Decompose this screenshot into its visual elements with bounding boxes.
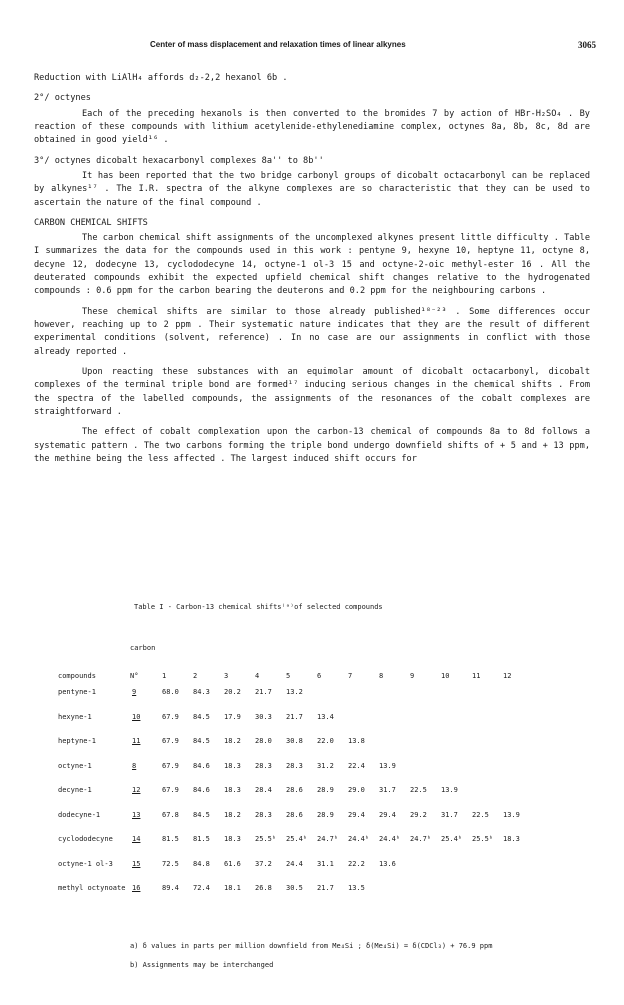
shift-value bbox=[410, 852, 441, 877]
column-header: 11 bbox=[472, 672, 481, 680]
shift-value: 18.3 bbox=[224, 835, 241, 844]
paragraph: The carbon chemical shift assignments of the uncomplexed alkynes present little difficulty . Table I summarizes the data for the compounds used in this work : pentyne 9, hexyne 10, heptyne 11, octyne 8, decyne 12, dodecyne 13, cyclododecyne 14, octyne-1 ol-3 15 and octyne-2-oic methyl-ester 16 . All the deuterated compounds exhibit the expected upfield chemical shift changes relative to the hydrogenated compounds : 0.6 ppm for the carbon bearing the deuterons and 0.2 ppm for the neighbouring carbons . bbox=[34, 233, 590, 297]
compound-name: cyclododecyne bbox=[58, 835, 113, 844]
compound-number: 16 bbox=[132, 884, 141, 893]
shift-value bbox=[441, 876, 472, 901]
shift-value: 25.4ᵇ bbox=[286, 835, 308, 844]
shift-value bbox=[503, 754, 534, 779]
header-number: N° bbox=[130, 672, 139, 680]
shift-value: 25.4ᵇ bbox=[441, 835, 463, 844]
compound-number: 9 bbox=[132, 688, 137, 697]
table-row bbox=[58, 827, 534, 852]
shift-value: 72.5 bbox=[162, 859, 179, 868]
shift-value: 22.2 bbox=[348, 859, 365, 868]
shift-value: 30.8 bbox=[286, 737, 303, 746]
table-row bbox=[58, 778, 534, 803]
compound-number-cell bbox=[130, 778, 162, 803]
column-header: 7 bbox=[348, 672, 353, 680]
compound-name: octyne-1 ol-3 bbox=[58, 859, 113, 868]
shift-value: 84.5 bbox=[193, 737, 210, 746]
shift-value: 18.2 bbox=[224, 810, 241, 819]
column-header: 4 bbox=[255, 672, 260, 680]
shift-value bbox=[503, 876, 534, 901]
shift-value bbox=[503, 729, 534, 754]
shift-value: 13.9 bbox=[441, 786, 458, 795]
shift-value: 31.7 bbox=[379, 786, 396, 795]
shift-value: 84.6 bbox=[193, 761, 210, 770]
shift-value bbox=[441, 754, 472, 779]
section-heading: 3°/ octynes dicobalt hexacarbonyl complexes 8a'' to 8b'' bbox=[34, 155, 324, 166]
shift-value: 13.8 bbox=[348, 737, 365, 746]
shift-value: 21.7 bbox=[317, 884, 334, 893]
shift-value bbox=[348, 680, 379, 705]
compound-name: pentyne-1 bbox=[58, 688, 96, 697]
shift-value: 67.9 bbox=[162, 712, 179, 721]
shift-value bbox=[441, 705, 472, 730]
shift-value: 13.2 bbox=[286, 688, 303, 697]
shift-value bbox=[472, 680, 503, 705]
shift-value bbox=[472, 705, 503, 730]
shift-value: 84.6 bbox=[193, 786, 210, 795]
shift-value: 81.5 bbox=[162, 835, 179, 844]
shift-value: 28.3 bbox=[255, 810, 272, 819]
shift-value: 67.9 bbox=[162, 761, 179, 770]
shift-value: 24.4ᵇ bbox=[348, 835, 370, 844]
shift-value: 29.4 bbox=[348, 810, 365, 819]
table-row bbox=[58, 729, 534, 754]
shift-value: 22.5 bbox=[472, 810, 489, 819]
compound-number-cell bbox=[130, 852, 162, 877]
shift-value bbox=[379, 876, 410, 901]
paragraph: Reduction with LiAlH₄ affords d₂-2,2 hexanol 6b . bbox=[34, 73, 288, 83]
shift-value: 28.4 bbox=[255, 786, 272, 795]
paragraph: Upon reacting these substances with an equimolar amount of dicobalt octacarbonyl, dicobalt complexes of the terminal triple bond are formed¹⁷ inducing serious changes in the chemical shifts . From the spectra of the labelled compounds, the assignments of the resonances of the cobalt complexes are straightforward . bbox=[34, 366, 590, 417]
compound-number-cell bbox=[130, 754, 162, 779]
shift-value: 25.5ᵇ bbox=[255, 835, 277, 844]
shift-value: 31.7 bbox=[441, 810, 458, 819]
shift-value bbox=[317, 680, 348, 705]
compound-name: heptyne-1 bbox=[58, 737, 96, 746]
shift-value: 29.0 bbox=[348, 786, 365, 795]
shift-value: 31.2 bbox=[317, 761, 334, 770]
column-header: 9 bbox=[410, 672, 415, 680]
shift-value: 22.4 bbox=[348, 761, 365, 770]
table-row bbox=[58, 680, 534, 705]
shift-value bbox=[503, 705, 534, 730]
header-carbon: carbon bbox=[130, 644, 156, 652]
shift-value: 72.4 bbox=[193, 884, 210, 893]
compound-name: octyne-1 bbox=[58, 761, 92, 770]
shift-value: 24.4ᵇ bbox=[379, 835, 401, 844]
shift-value: 20.2 bbox=[224, 688, 241, 697]
table-header-spacer bbox=[58, 640, 130, 652]
shift-value: 28.0 bbox=[255, 737, 272, 746]
shift-value: 28.6 bbox=[286, 810, 303, 819]
compound-number-cell bbox=[130, 729, 162, 754]
compound-number-cell bbox=[130, 827, 162, 852]
shift-value bbox=[472, 754, 503, 779]
shift-value: 28.3 bbox=[286, 761, 303, 770]
header-compounds: compounds bbox=[58, 672, 96, 680]
shift-value: 21.7 bbox=[255, 688, 272, 697]
shift-value bbox=[441, 852, 472, 877]
shift-value: 13.4 bbox=[317, 712, 334, 721]
paragraph: It has been reported that the two bridge carbonyl groups of dicobalt octacarbonyl can be replaced by alkynes¹⁷ . The I.R. spectra of the alkyne complexes are so characteristic that they can be used to ascertain the nature of the final compound . bbox=[34, 170, 590, 208]
shift-value: 18.1 bbox=[224, 884, 241, 893]
body-text bbox=[34, 72, 590, 473]
column-header: 2 bbox=[193, 672, 198, 680]
shift-value bbox=[410, 876, 441, 901]
shift-value: 24.7ᵇ bbox=[410, 835, 432, 844]
shift-value: 13.6 bbox=[379, 859, 396, 868]
shift-value bbox=[379, 729, 410, 754]
shift-value: 25.5ᵇ bbox=[472, 835, 494, 844]
table-caption: Table I - Carbon-13 chemical shifts⁽ᵃ⁾of selected compounds bbox=[134, 603, 383, 611]
section-heading: CARBON CHEMICAL SHIFTS bbox=[34, 217, 148, 228]
table-row bbox=[58, 754, 534, 779]
compound-number: 11 bbox=[132, 737, 141, 746]
table-row bbox=[58, 876, 534, 901]
paragraph: Each of the preceding hexanols is then converted to the bromides 7 by action of HBr-H₂SO₄ . By reaction of these compounds with lithium acetylenide-ethylenediamine complex, octynes 8a, 8b, 8c, 8d are obtained in good yield¹⁶ . bbox=[34, 108, 590, 146]
compound-number: 10 bbox=[132, 712, 141, 721]
shift-value bbox=[503, 852, 534, 877]
shift-value: 18.3 bbox=[503, 835, 520, 844]
table-body bbox=[58, 680, 534, 901]
shift-value: 67.8 bbox=[162, 810, 179, 819]
compound-number-cell bbox=[130, 705, 162, 730]
shift-value: 89.4 bbox=[162, 884, 179, 893]
table-row bbox=[58, 705, 534, 730]
shift-value: 84.3 bbox=[193, 688, 210, 697]
shift-value bbox=[503, 778, 534, 803]
shift-value bbox=[379, 680, 410, 705]
table-row bbox=[58, 852, 534, 877]
compound-name: decyne-1 bbox=[58, 786, 92, 795]
shift-value bbox=[441, 729, 472, 754]
shift-value bbox=[410, 754, 441, 779]
shift-value: 13.9 bbox=[379, 761, 396, 770]
shift-value bbox=[472, 729, 503, 754]
shift-value: 37.2 bbox=[255, 859, 272, 868]
column-header: 10 bbox=[441, 672, 450, 680]
shift-value: 31.1 bbox=[317, 859, 334, 868]
table-header-spacer bbox=[162, 640, 534, 652]
compound-number: 13 bbox=[132, 810, 141, 819]
shift-value: 24.4 bbox=[286, 859, 303, 868]
shift-value bbox=[472, 778, 503, 803]
column-header: 12 bbox=[503, 672, 512, 680]
column-header: 8 bbox=[379, 672, 384, 680]
shift-value bbox=[410, 729, 441, 754]
shift-value: 29.4 bbox=[379, 810, 396, 819]
shift-value bbox=[348, 705, 379, 730]
shift-value bbox=[410, 680, 441, 705]
shift-value bbox=[441, 680, 472, 705]
shift-value: 29.2 bbox=[410, 810, 427, 819]
running-header bbox=[0, 40, 624, 54]
shift-value: 30.5 bbox=[286, 884, 303, 893]
compound-name: hexyne-1 bbox=[58, 712, 92, 721]
shift-value: 28.6 bbox=[286, 786, 303, 795]
shift-value: 81.5 bbox=[193, 835, 210, 844]
shift-value: 30.3 bbox=[255, 712, 272, 721]
shift-value: 84.8 bbox=[193, 859, 210, 868]
shift-value: 24.7ᵇ bbox=[317, 835, 339, 844]
shift-value: 68.0 bbox=[162, 688, 179, 697]
section-heading: 2°/ octynes bbox=[34, 93, 91, 104]
shift-value: 17.9 bbox=[224, 712, 241, 721]
shift-value: 18.3 bbox=[224, 761, 241, 770]
footnote-b: b) Assignments may be interchanged bbox=[130, 961, 274, 969]
shift-value: 84.5 bbox=[193, 810, 210, 819]
paragraph: These chemical shifts are similar to those already published¹⁸⁻²³ . Some differences occur however, reaching up to 2 ppm . Their systematic nature indicates that they are the result of different experimental conditions (solvent, reference) . In no case are our assignments in conflict with those already reported . bbox=[34, 306, 590, 357]
compound-number-cell bbox=[130, 876, 162, 901]
column-header: 3 bbox=[224, 672, 229, 680]
shift-value: 18.2 bbox=[224, 737, 241, 746]
compound-name: methyl octynoate bbox=[58, 884, 126, 893]
shift-value: 18.3 bbox=[224, 786, 241, 795]
compound-number: 14 bbox=[132, 835, 141, 844]
column-header: 6 bbox=[317, 672, 322, 680]
footnote-a: a) δ values in parts per million downfield from Me₄Si ; δ(Me₄Si) = δ(CDCl₃) + 76.9 ppm bbox=[130, 942, 493, 950]
compound-number-cell bbox=[130, 680, 162, 705]
column-header: 1 bbox=[162, 672, 167, 680]
compound-name: dodecyne-1 bbox=[58, 810, 101, 819]
shift-value: 13.5 bbox=[348, 884, 365, 893]
shift-value: 28.3 bbox=[255, 761, 272, 770]
shift-value: 84.5 bbox=[193, 712, 210, 721]
shift-value: 22.5 bbox=[410, 786, 427, 795]
compound-number: 12 bbox=[132, 786, 141, 795]
shift-value: 28.9 bbox=[317, 810, 334, 819]
page-number: 3065 bbox=[578, 40, 596, 50]
shift-table bbox=[58, 640, 534, 901]
shift-value bbox=[472, 852, 503, 877]
shift-value: 67.9 bbox=[162, 786, 179, 795]
shift-value bbox=[503, 680, 534, 705]
paragraph: The effect of cobalt complexation upon the carbon-13 chemical of compounds 8a to 8d follows a systematic pattern . The two carbons forming the triple bond undergo downfield shifts of + 5 and + 13 ppm, the methine being the less affected . The largest induced shift occurs for bbox=[34, 427, 590, 464]
shift-value bbox=[379, 705, 410, 730]
shift-value: 22.0 bbox=[317, 737, 334, 746]
shift-value: 26.8 bbox=[255, 884, 272, 893]
column-header: 5 bbox=[286, 672, 291, 680]
shift-value: 67.9 bbox=[162, 737, 179, 746]
shift-value: 21.7 bbox=[286, 712, 303, 721]
compound-number-cell bbox=[130, 803, 162, 828]
compound-number: 8 bbox=[132, 761, 137, 770]
shift-value: 13.9 bbox=[503, 810, 520, 819]
table-row bbox=[58, 803, 534, 828]
running-title: Center of mass displacement and relaxation times of linear alkynes bbox=[150, 40, 406, 49]
shift-value bbox=[472, 876, 503, 901]
shift-value: 61.6 bbox=[224, 859, 241, 868]
shift-value: 28.9 bbox=[317, 786, 334, 795]
shift-value bbox=[410, 705, 441, 730]
compound-number: 15 bbox=[132, 859, 141, 868]
